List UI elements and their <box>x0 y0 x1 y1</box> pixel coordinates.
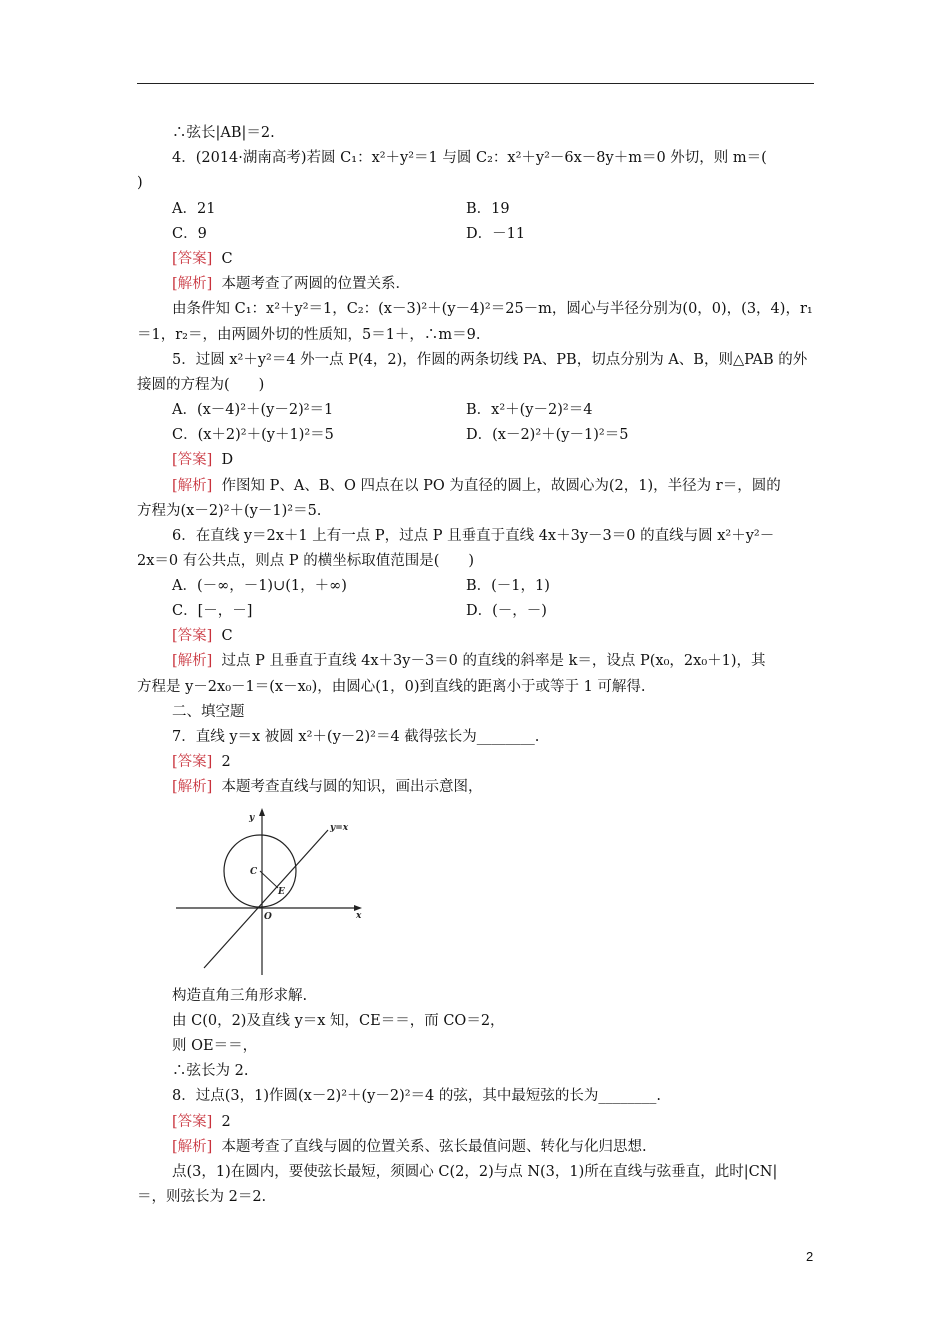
answer-value: D <box>221 452 234 468</box>
text-line: ) <box>137 175 143 191</box>
analysis-tag: [解析] <box>172 653 213 669</box>
option-b: B．x²＋(y－2)²＝4 <box>466 402 593 418</box>
answer-value: 2 <box>221 1114 231 1130</box>
analysis-line <box>172 1138 647 1156</box>
segment-ce <box>260 871 278 888</box>
text-line: 方程是 y－2x₀－1＝(x－x₀)，由圆心(1，0)到直线的距离小于或等于 1 可解得. <box>137 679 646 695</box>
option-c: C．[－，－] <box>172 603 253 619</box>
label-y-equals-x: y=x <box>330 823 349 833</box>
text-line: 接圆的方程为( ) <box>137 377 265 393</box>
answer-value: C <box>221 628 233 644</box>
answer-tag: [答案] <box>172 628 213 644</box>
option-a: A．(－∞，－1)∪(1，＋∞) <box>172 578 347 594</box>
option-a: A．(x－4)²＋(y－2)²＝1 <box>172 402 334 418</box>
text-line: 由条件知 C₁：x²＋y²＝1，C₂：(x－3)²＋(y－4)²＝25－m，圆心与半径分别为(0，0)，(3，4)，r₁ <box>172 301 813 317</box>
analysis-text: 本题考查了两圆的位置关系． <box>221 276 411 292</box>
option-b: B．(－1，1) <box>466 578 550 594</box>
analysis-text: 过点 P 且垂直于直线 4x＋3y－3＝0 的直线的斜率是 k＝，设点 P(x₀，2x₀＋1)，其 <box>221 653 766 669</box>
option-b: B．19 <box>466 201 510 217</box>
text-line: 2x＝0 有公共点，则点 P 的横坐标取值范围是( ) <box>137 553 475 569</box>
circle-line-figure <box>170 800 370 980</box>
section-heading: 二、填空题 <box>172 704 245 720</box>
option-d: D．(－，－) <box>466 603 547 619</box>
answer-tag: [答案] <box>172 1114 213 1130</box>
answer-tag: [答案] <box>172 754 213 770</box>
option-d: D．－11 <box>466 226 526 242</box>
header-rule <box>137 83 814 84</box>
option-d: D．(x－2)²＋(y－1)²＝5 <box>466 427 629 443</box>
analysis-text: 本题考查直线与圆的知识，画出示意图， <box>221 779 483 795</box>
answer-line <box>172 451 233 469</box>
label-y: y <box>249 813 255 823</box>
text-line: ∴弦长为 2. <box>172 1063 249 1079</box>
analysis-tag: [解析] <box>172 779 213 795</box>
analysis-line <box>172 477 781 495</box>
text-line: 由 C(0，2)及直线 y＝x 知，CE＝＝，而 CO＝2， <box>172 1013 505 1029</box>
line-y-equals-x <box>204 830 328 968</box>
label-c: C <box>250 867 258 877</box>
text-line: 方程为(x－2)²＋(y－1)²＝5. <box>137 503 322 519</box>
answer-line <box>172 627 233 645</box>
analysis-line <box>172 652 766 670</box>
answer-tag: [答案] <box>172 251 213 267</box>
text-line: 点(3，1)在圆内，要使弦长最短，须圆心 C(2，2)与点 N(3，1)所在直线与弦垂直，此时|CN| <box>172 1164 778 1180</box>
analysis-tag: [解析] <box>172 276 213 292</box>
question-5: 5．过圆 x²＋y²＝4 外一点 P(4，2)，作圆的两条切线 PA、PB，切点分别为 A、B，则△PAB 的外 <box>172 352 808 368</box>
answer-value: C <box>221 251 233 267</box>
label-o: O <box>264 912 272 922</box>
text-line: ＝1，r₂＝，由两圆外切的性质知，5＝1＋，∴m＝9. <box>137 327 481 343</box>
text-line: 则 OE＝＝， <box>172 1038 258 1054</box>
question-4: 4．(2014·湖南高考)若圆 C₁：x²＋y²＝1 与圆 C₂：x²＋y²－6x－8y＋m＝0 外切，则 m＝( <box>172 150 767 166</box>
y-axis-arrow <box>259 808 265 816</box>
answer-line <box>172 1113 231 1131</box>
answer-tag: [答案] <box>172 452 213 468</box>
analysis-tag: [解析] <box>172 478 213 494</box>
answer-line <box>172 250 233 268</box>
option-a: A．21 <box>172 201 216 217</box>
text-line: ∴弦长|AB|＝2. <box>172 125 275 141</box>
analysis-line <box>172 275 410 293</box>
answer-line <box>172 753 231 771</box>
text-line: ＝，则弦长为 2＝2. <box>137 1189 267 1205</box>
label-e: E <box>278 887 285 897</box>
analysis-line <box>172 778 483 796</box>
question-8: 8．过点(3，1)作圆(x－2)²＋(y－2)²＝4 的弦，其中最短弦的长为________. <box>172 1088 662 1104</box>
option-c: C．(x＋2)²＋(y＋1)²＝5 <box>172 427 334 443</box>
analysis-text: 本题考查了直线与圆的位置关系、弦长最值问题、转化与化归思想. <box>221 1139 647 1155</box>
page-number: 2 <box>806 1249 814 1264</box>
answer-value: 2 <box>221 754 231 770</box>
option-c: C．9 <box>172 226 207 242</box>
question-6: 6．在直线 y＝2x＋1 上有一点 P，过点 P 且垂直于直线 4x＋3y－3＝0 的直线与圆 x²＋y²－ <box>172 528 775 544</box>
label-x: x <box>356 911 362 921</box>
analysis-tag: [解析] <box>172 1139 213 1155</box>
text-line: 构造直角三角形求解. <box>172 988 308 1004</box>
question-7: 7．直线 y＝x 被圆 x²＋(y－2)²＝4 截得弦长为________. <box>172 729 540 745</box>
analysis-text: 作图知 P、A、B、O 四点在以 PO 为直径的圆上，故圆心为(2，1)，半径为 r＝，圆的 <box>221 478 781 494</box>
